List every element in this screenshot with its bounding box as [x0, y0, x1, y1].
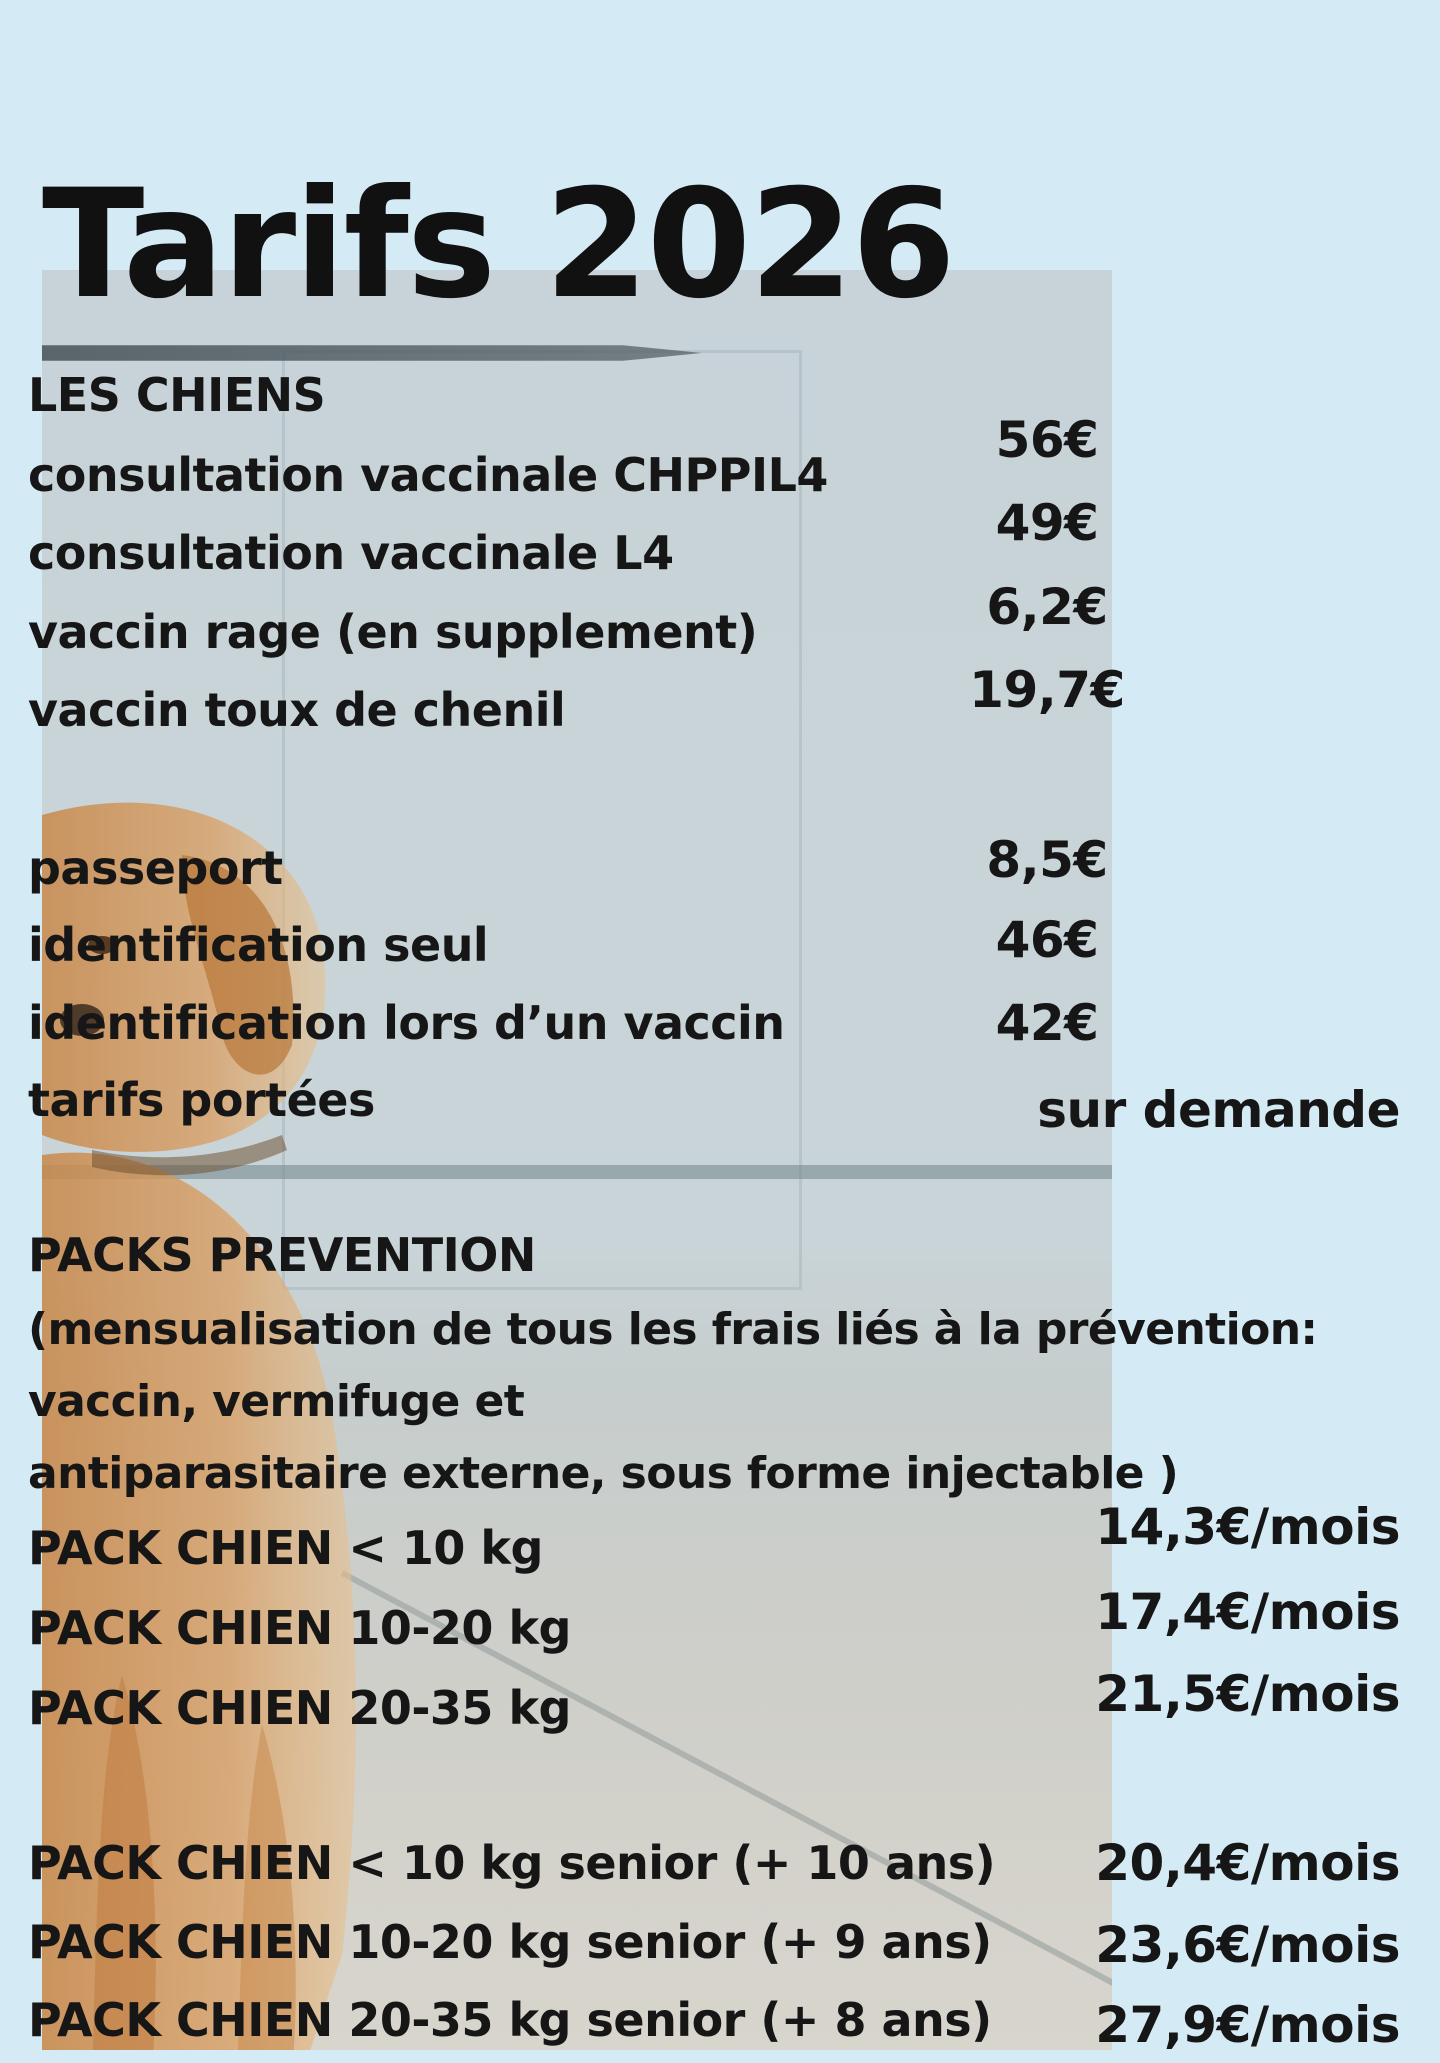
pack-senior-price: 20,4€/mois [1095, 1834, 1400, 1892]
page-title: Tarifs 2026 [42, 158, 954, 332]
price-label: identification seul [28, 918, 489, 972]
pack-label: PACK CHIEN 10-20 kg [28, 1601, 571, 1655]
pack-senior-label: PACK CHIEN < 10 kg senior (+ 10 ans) [28, 1836, 996, 1890]
packs-description-line: vaccin, vermifuge et [28, 1376, 525, 1427]
pack-senior-label: PACK CHIEN 20-35 kg senior (+ 8 ans) [28, 1993, 992, 2047]
price-label: consultation vaccinale CHPPIL4 [28, 448, 828, 502]
packs-description-line: (mensualisation de tous les frais liés à la prévention: [28, 1304, 1318, 1355]
price-label: identification lors d’un vaccin [28, 996, 785, 1050]
pack-price: 14,3€/mois [1095, 1498, 1400, 1556]
price-value: 8,5€ [986, 831, 1108, 889]
pack-senior-price: 27,9€/mois [1095, 1996, 1400, 2054]
price-value: 49€ [995, 494, 1099, 552]
price-value: 6,2€ [986, 578, 1108, 636]
price-value: 19,7€ [969, 661, 1125, 719]
pack-label: PACK CHIEN 20-35 kg [28, 1681, 571, 1735]
price-label: passeport [28, 841, 283, 895]
price-label: vaccin rage (en supplement) [28, 605, 758, 659]
pack-price: 17,4€/mois [1095, 1583, 1400, 1641]
price-value: 46€ [995, 911, 1099, 969]
price-label: consultation vaccinale L4 [28, 526, 674, 580]
price-value: 56€ [995, 411, 1099, 469]
pack-label: PACK CHIEN < 10 kg [28, 1521, 543, 1575]
packs-description-line: antiparasitaire externe, sous forme injectable ) [28, 1448, 1179, 1499]
pack-senior-price: 23,6€/mois [1095, 1916, 1400, 1974]
pack-senior-label: PACK CHIEN 10-20 kg senior (+ 9 ans) [28, 1915, 992, 1969]
price-label: vaccin toux de chenil [28, 683, 566, 737]
price-value: sur demande [1037, 1081, 1400, 1139]
price-label: tarifs portées [28, 1073, 375, 1127]
price-value: 42€ [995, 994, 1099, 1052]
pack-price: 21,5€/mois [1095, 1665, 1400, 1723]
section-heading-dogs: LES CHIENS [28, 368, 326, 422]
section-heading-packs: PACKS PREVENTION [28, 1228, 536, 1282]
